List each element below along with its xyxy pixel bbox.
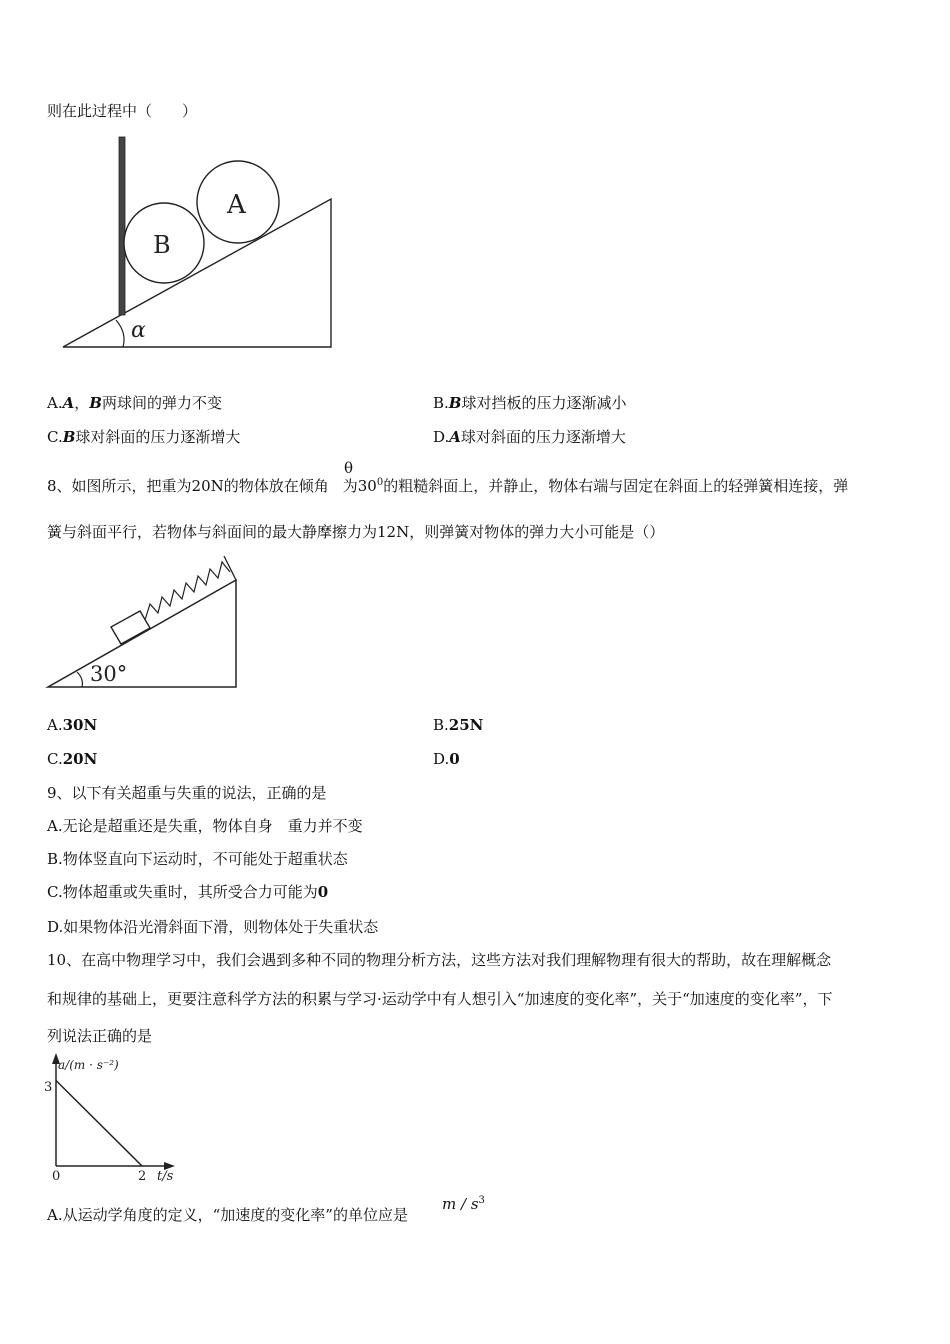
q7-stem: 则在此过程中（ ） bbox=[47, 102, 198, 120]
q8-option-d[interactable]: D.0 bbox=[433, 750, 460, 768]
q7-label-alpha: α bbox=[131, 318, 146, 343]
q8-option-b[interactable]: B.25N bbox=[433, 716, 484, 734]
q7-label-a: A bbox=[227, 190, 246, 220]
q8-option-a[interactable]: A.30N bbox=[47, 716, 98, 734]
q9-option-a[interactable]: A.无论是超重还是失重，物体自身 重力并不变 bbox=[47, 817, 363, 835]
q8-option-c[interactable]: C.20N bbox=[47, 750, 98, 768]
q9-option-d[interactable]: D.如果物体沿光滑斜面下滑，则物体处于失重状态 bbox=[47, 918, 379, 936]
y-axis-label: a/(m · s⁻²) bbox=[58, 1058, 119, 1072]
q9-option-b[interactable]: B.物体竖直向下运动时，不可能处于超重状态 bbox=[47, 850, 348, 868]
q8-theta: θ bbox=[344, 459, 354, 477]
y-tick-3: 3 bbox=[44, 1080, 53, 1095]
x-axis-label: t/s bbox=[157, 1169, 174, 1184]
q10-unit: m / $s^3$ bbox=[442, 1195, 485, 1213]
q8-angle-label: 30° bbox=[90, 662, 128, 686]
q7-option-d[interactable]: D.A球对斜面的压力逐渐增大 bbox=[433, 428, 626, 446]
q8-stem-line2: 簧与斜面平行，若物体与斜面间的最大静摩擦力为12N，则弹簧对物体的弹力大小可能是（） bbox=[47, 523, 665, 541]
x-tick-2: 2 bbox=[138, 1169, 147, 1184]
x-tick-0: 0 bbox=[52, 1169, 61, 1184]
q7-label-b: B bbox=[153, 231, 171, 259]
q8-stem-line1: 8、如图所示，把重为20N的物体放在倾角 为$30^0$的粗糙斜面上，并静止，物体右端与固定在斜面上的轻弹簧相连接，弹 bbox=[47, 477, 849, 495]
q7-option-a[interactable]: A.A，B两球间的弹力不变 bbox=[47, 394, 222, 412]
q10-option-a[interactable]: A.从运动学角度的定义，“加速度的变化率”的单位应是 bbox=[47, 1206, 408, 1224]
q10-stem-line2: 和规律的基础上，更要注意科学方法的积累与学习·运动学中有人想引入“加速度的变化率”，关于“加速度的变化率”，下 bbox=[47, 990, 833, 1008]
series-line bbox=[56, 1081, 142, 1167]
q7-option-c[interactable]: C.B球对斜面的压力逐渐增大 bbox=[47, 428, 241, 446]
q9-option-c[interactable]: C.物体超重或失重时，其所受合力可能为0 bbox=[47, 883, 329, 901]
q9-stem: 9、以下有关超重与失重的说法，正确的是 bbox=[47, 784, 327, 802]
q10-stem-line3: 列说法正确的是 bbox=[47, 1027, 153, 1045]
q10-stem-line1: 10、在高中物理学习中，我们会遇到多种不同的物理分析方法，这些方法对我们理解物理有很大的帮助，故在理解概念 bbox=[47, 951, 832, 969]
q7-option-b[interactable]: B.B球对挡板的压力逐渐减小 bbox=[433, 394, 627, 412]
